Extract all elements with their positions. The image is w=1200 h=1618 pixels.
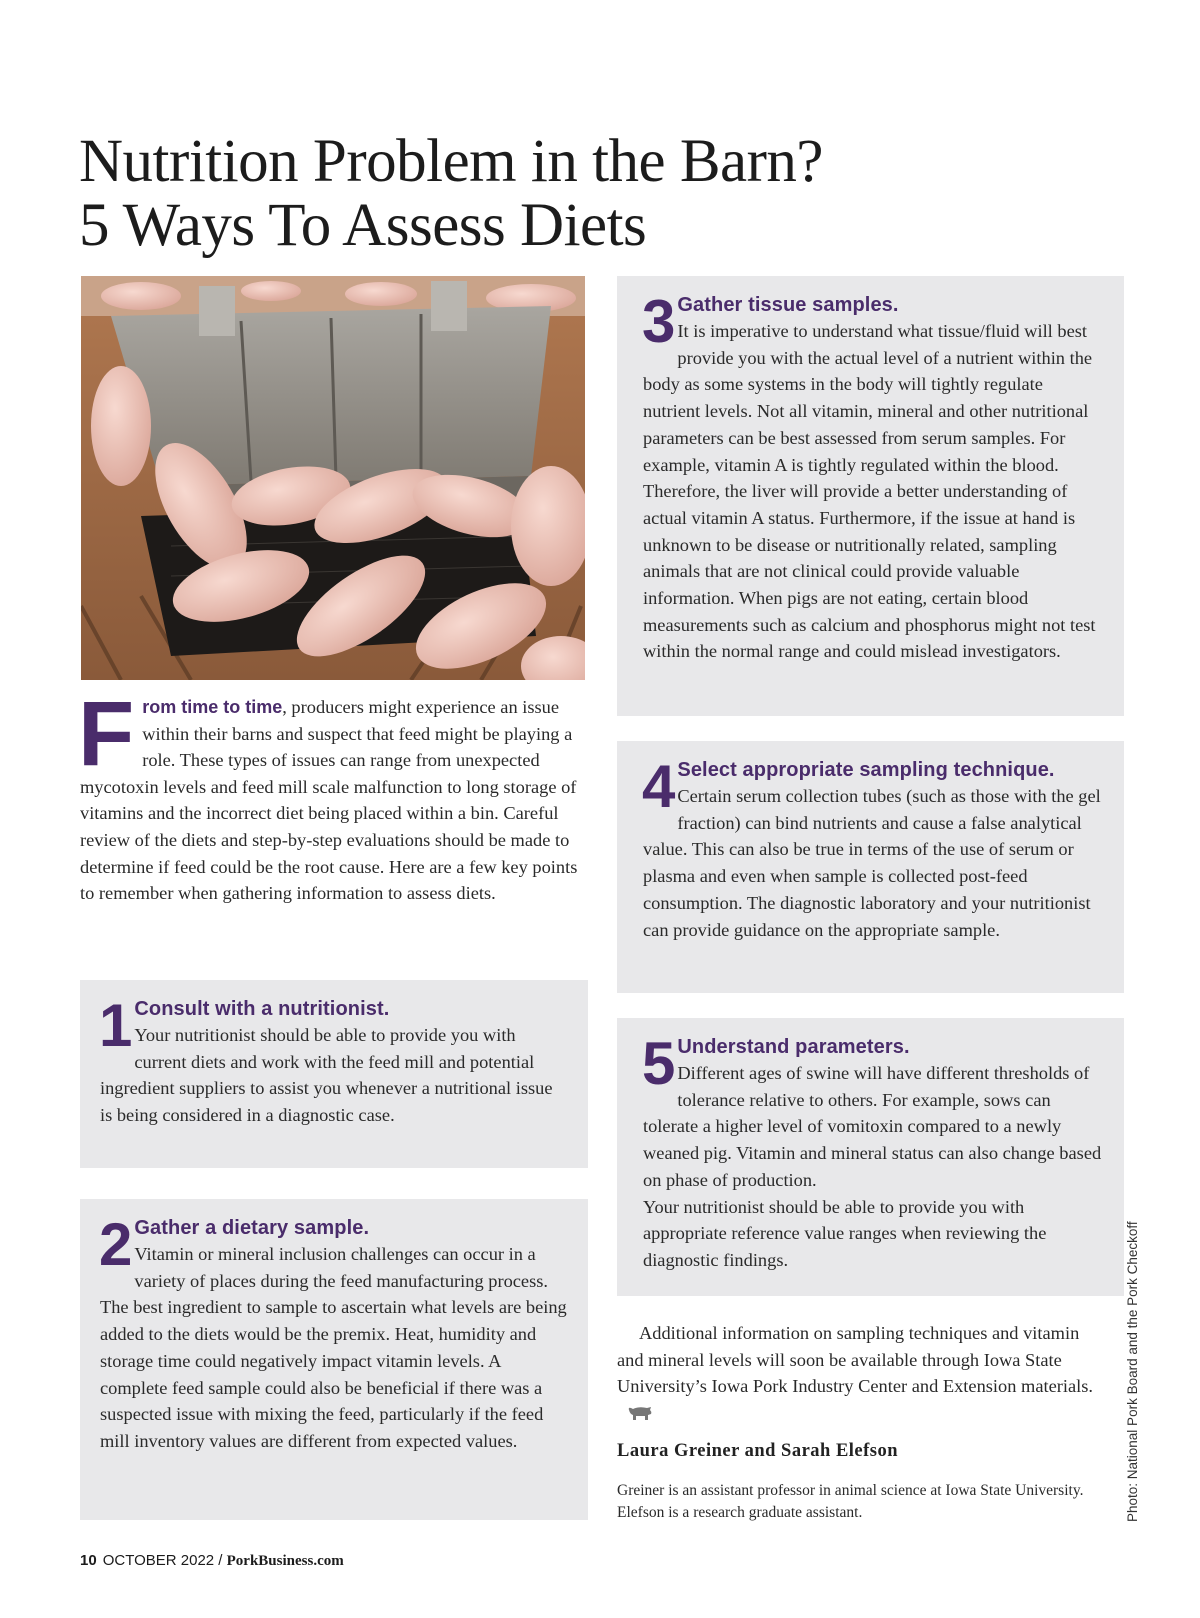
point-2-box: [80, 1199, 588, 1520]
website-link[interactable]: PorkBusiness.com: [226, 1553, 344, 1569]
photo-credit: Photo: National Pork Board and the Pork Checkoff: [1125, 1221, 1140, 1522]
point-body: Certain serum collection tubes (such as those with the gel fraction) can bind nutrients and cause a false analytical value. This can also be true in terms of the use of serum or plasma and even when sample is collected post-feed consumption. The diagnostic laboratory and your nutritionist can provide guidance on the appropriate sample.: [643, 786, 1101, 940]
issue-date: OCTOBER 2022 /: [102, 1552, 223, 1569]
intro-lead: rom time to time: [142, 697, 283, 717]
point-heading: Consult with a nutritionist.: [134, 998, 390, 1020]
point-body: Vitamin or mineral inclusion challenges can occur in a variety of places during the feed manufacturing process. The best ingredient to sample to ascertain what levels are being added to the diets would be the premix. Heat, humidity and storage time could negatively impact vitamin levels. A complete feed sample could also be beneficial if there was a suspected issue with mixing the feed, particularly if the feed mill inventory values are different from expected values.: [100, 1244, 567, 1451]
title-line-1: Nutrition Problem in the Barn?: [79, 128, 823, 195]
authors: Laura Greiner and Sarah Elefson: [617, 1441, 899, 1461]
point-heading: Understand parameters.: [677, 1036, 910, 1058]
point-number: 1: [99, 992, 133, 1059]
point-number: 4: [642, 753, 676, 820]
point-heading: Select appropriate sampling technique.: [677, 759, 1055, 781]
point-number: 2: [99, 1211, 133, 1278]
title-line-2: 5 Ways To Assess Diets: [79, 192, 647, 259]
pigs-feeder-photo: [81, 276, 585, 680]
pig-icon: [627, 1402, 653, 1429]
point-number: 5: [642, 1030, 676, 1097]
point-4-box: [617, 741, 1124, 993]
author-bio: Greiner is an assistant professor in animal science at Iowa State University. Elefson is a research graduate assistant.: [617, 1482, 1084, 1521]
additional-info: [617, 1320, 1097, 1428]
point-heading: Gather a dietary sample.: [134, 1217, 370, 1239]
point-1-box: [80, 980, 588, 1168]
intro-paragraph: [78, 683, 590, 907]
drop-cap: F: [78, 683, 135, 785]
point-body: It is imperative to understand what tissue/fluid will best provide you with the actual level of a nutrient within the body as some systems in the body will tightly regulate nutrient levels. Not all vitamin, mineral and other nutritional parameters can be best assessed from serum samples. For example, vitamin A is tightly regulated within the blood. Therefore, the liver will provide a better understanding of actual vitamin A status. Furthermore, if the issue at hand is unknown to be disease or nutritionally related, sampling animals that are not clinical could provide valuable information. When pigs are not eating, certain blood measurements such as calcium and phosphorus might not test within the normal range and could mislead investigators.: [643, 321, 1096, 662]
article-title: [79, 130, 1079, 258]
page-number: 10: [80, 1552, 97, 1569]
point-5-box: [617, 1018, 1124, 1296]
point-body-2: Your nutritionist should be able to provide you with appropriate reference value ranges when reviewing the diagnostic findings.: [643, 1196, 1047, 1270]
point-heading: Gather tissue samples.: [677, 294, 899, 316]
point-body: Different ages of swine will have different thresholds of tolerance relative to others. For example, sows can tolerate a higher level of vomitoxin compared to a newly weaned pig. Vitamin and mineral status can also change based on phase of production.: [643, 1063, 1102, 1190]
page-footer: [80, 1552, 344, 1570]
additional-text: Additional information on sampling techniques and vitamin and mineral levels will soon be available through Iowa State University’s Iowa Pork Industry Center and Extension materials.: [617, 1323, 1094, 1397]
point-3-box: [617, 276, 1124, 716]
intro-text: , producers might experience an issue within their barns and suspect that feed might be playing a role. These types of issues can range from unexpected mycotoxin levels and feed mill scale malfunction to long storage of vitamins and the incorrect diet being placed within a bin. Careful review of the diets and step-by-step evaluations should be made to determine if feed could be the root cause. Here are a few key points to remember when gathering information to assess diets.: [80, 697, 578, 904]
point-number: 3: [642, 288, 676, 355]
point-body: Your nutritionist should be able to provide you with current diets and work with the feed mill and potential ingredient suppliers to assist you whenever a nutritional issue is being considered in a diagnostic case.: [100, 1025, 553, 1126]
